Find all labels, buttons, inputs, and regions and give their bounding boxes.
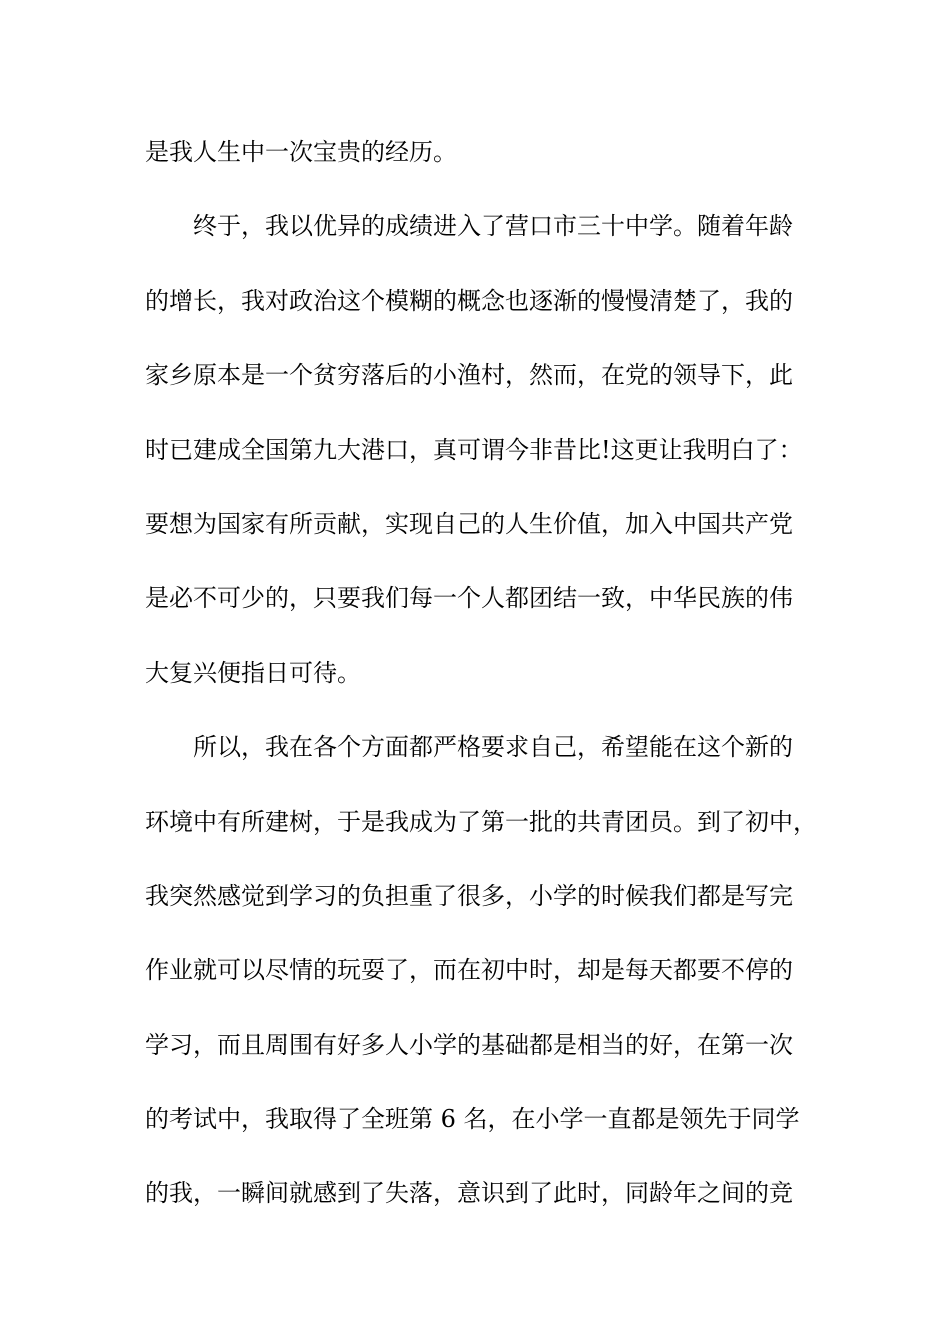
body-text [145, 128, 825, 1244]
text-line: 的考试中，我取得了全班第 6 名，在小学一直都是领先于同学 [145, 1105, 800, 1134]
text-line: 是我人生中一次宝贵的经历。 [145, 138, 457, 166]
text-line: 时已建成全国第九大港口，真可谓今非昔比!这更让我明白了： [145, 435, 803, 464]
text-line: 的增长，我对政治这个模糊的概念也逐渐的慢慢清楚了，我的 [145, 286, 793, 315]
text-line: 我突然感觉到学习的负担重了很多，小学的时候我们都是写完 [145, 881, 793, 910]
text-line: 的我，一瞬间就感到了失落，意识到了此时，同龄年之间的竞 [145, 1179, 793, 1208]
text-line: 终于，我以优异的成绩进入了营口市三十中学。随着年龄 [193, 212, 793, 241]
text-line: 家乡原本是一个贫穷落后的小渔村，然而，在党的领导下，此 [145, 361, 793, 390]
text-line: 要想为国家有所贡献，实现自己的人生价值，加入中国共产党 [145, 509, 793, 538]
text-line: 作业就可以尽情的玩耍了，而在初中时，却是每天都要不停的 [145, 956, 793, 985]
text-line: 大复兴便指日可待。 [145, 658, 361, 687]
text-line: 环境中有所建树，于是我成为了第一批的共青团员。到了初中， [145, 807, 817, 836]
text-line: 学习，而且周围有好多人小学的基础都是相当的好，在第一次 [145, 1030, 793, 1059]
text-line: 所以，我在各个方面都严格要求自己，希望能在这个新的 [193, 733, 793, 762]
text-line: 是必不可少的，只要我们每一个人都团结一致，中华民族的伟 [145, 584, 793, 613]
